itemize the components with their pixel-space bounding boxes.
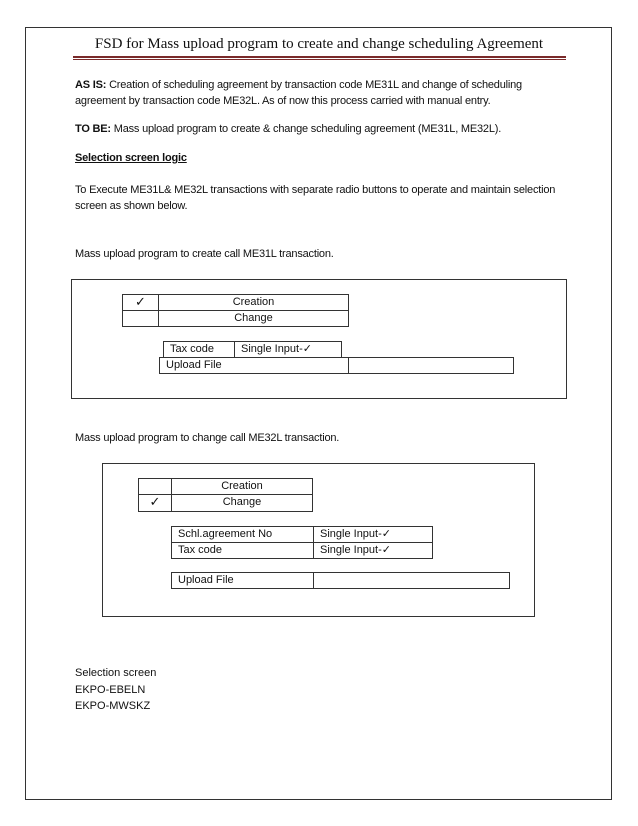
document-title: FSD for Mass upload program to create and change scheduling Agreement bbox=[94, 36, 544, 52]
section2-creation-label: Creation bbox=[171, 478, 313, 495]
section2-schl-agreement-label: Schl.agreement No bbox=[171, 526, 314, 543]
section2-change-label: Change bbox=[171, 494, 313, 512]
section2-creation-radio[interactable] bbox=[138, 478, 172, 495]
field-ebeln: EKPO-EBELN bbox=[75, 683, 146, 696]
selection-logic-text: To Execute ME31L& ME32L transactions with separate radio buttons to operate and maintain selection screen as shown below. bbox=[75, 184, 556, 212]
section1-creation-label: Creation bbox=[158, 294, 349, 311]
section2-caption: Mass upload program to change call ME32L transaction. bbox=[75, 432, 340, 444]
section1-tax-code-label: Tax code bbox=[163, 341, 235, 358]
header-rule bbox=[73, 56, 566, 58]
to-be-paragraph bbox=[75, 121, 565, 137]
field-list bbox=[75, 665, 156, 715]
section1-tax-code-input[interactable]: Single Input-✓ bbox=[234, 341, 342, 358]
as-is-text: Creation of scheduling agreement by transaction code ME31L and change of scheduling agreement by transaction code ME32L. As of now this process carried with manual entry. bbox=[75, 79, 522, 107]
selection-logic-heading-row bbox=[75, 150, 565, 166]
section1-caption: Mass upload program to create call ME31L transaction. bbox=[75, 248, 334, 260]
section2-schl-agreement-input[interactable]: Single Input-✓ bbox=[313, 526, 433, 543]
as-is-label: AS IS: bbox=[75, 79, 107, 91]
selection-logic-heading: Selection screen logic bbox=[75, 152, 187, 164]
to-be-text: Mass upload program to create & change scheduling agreement (ME31L, ME32L). bbox=[113, 123, 502, 135]
field-list-heading: Selection screen bbox=[75, 667, 157, 679]
section2-change-radio[interactable]: ✓ bbox=[138, 494, 172, 512]
as-is-paragraph bbox=[75, 77, 565, 109]
section1-upload-file-input[interactable] bbox=[348, 357, 514, 374]
section1-change-radio[interactable] bbox=[122, 310, 159, 327]
section1-upload-file-label: Upload File bbox=[159, 357, 349, 374]
section1-creation-radio[interactable]: ✓ bbox=[122, 294, 159, 311]
field-mwskz: EKPO-MWSKZ bbox=[75, 700, 151, 712]
header-rule-thin bbox=[73, 59, 566, 60]
section2-upload-file-input[interactable] bbox=[313, 572, 510, 589]
section1-change-label: Change bbox=[158, 310, 349, 327]
section2-tax-code-label: Tax code bbox=[171, 542, 314, 559]
to-be-label: TO BE: bbox=[75, 123, 111, 135]
section2-tax-code-input[interactable]: Single Input-✓ bbox=[313, 542, 433, 559]
section2-upload-file-label: Upload File bbox=[171, 572, 314, 589]
